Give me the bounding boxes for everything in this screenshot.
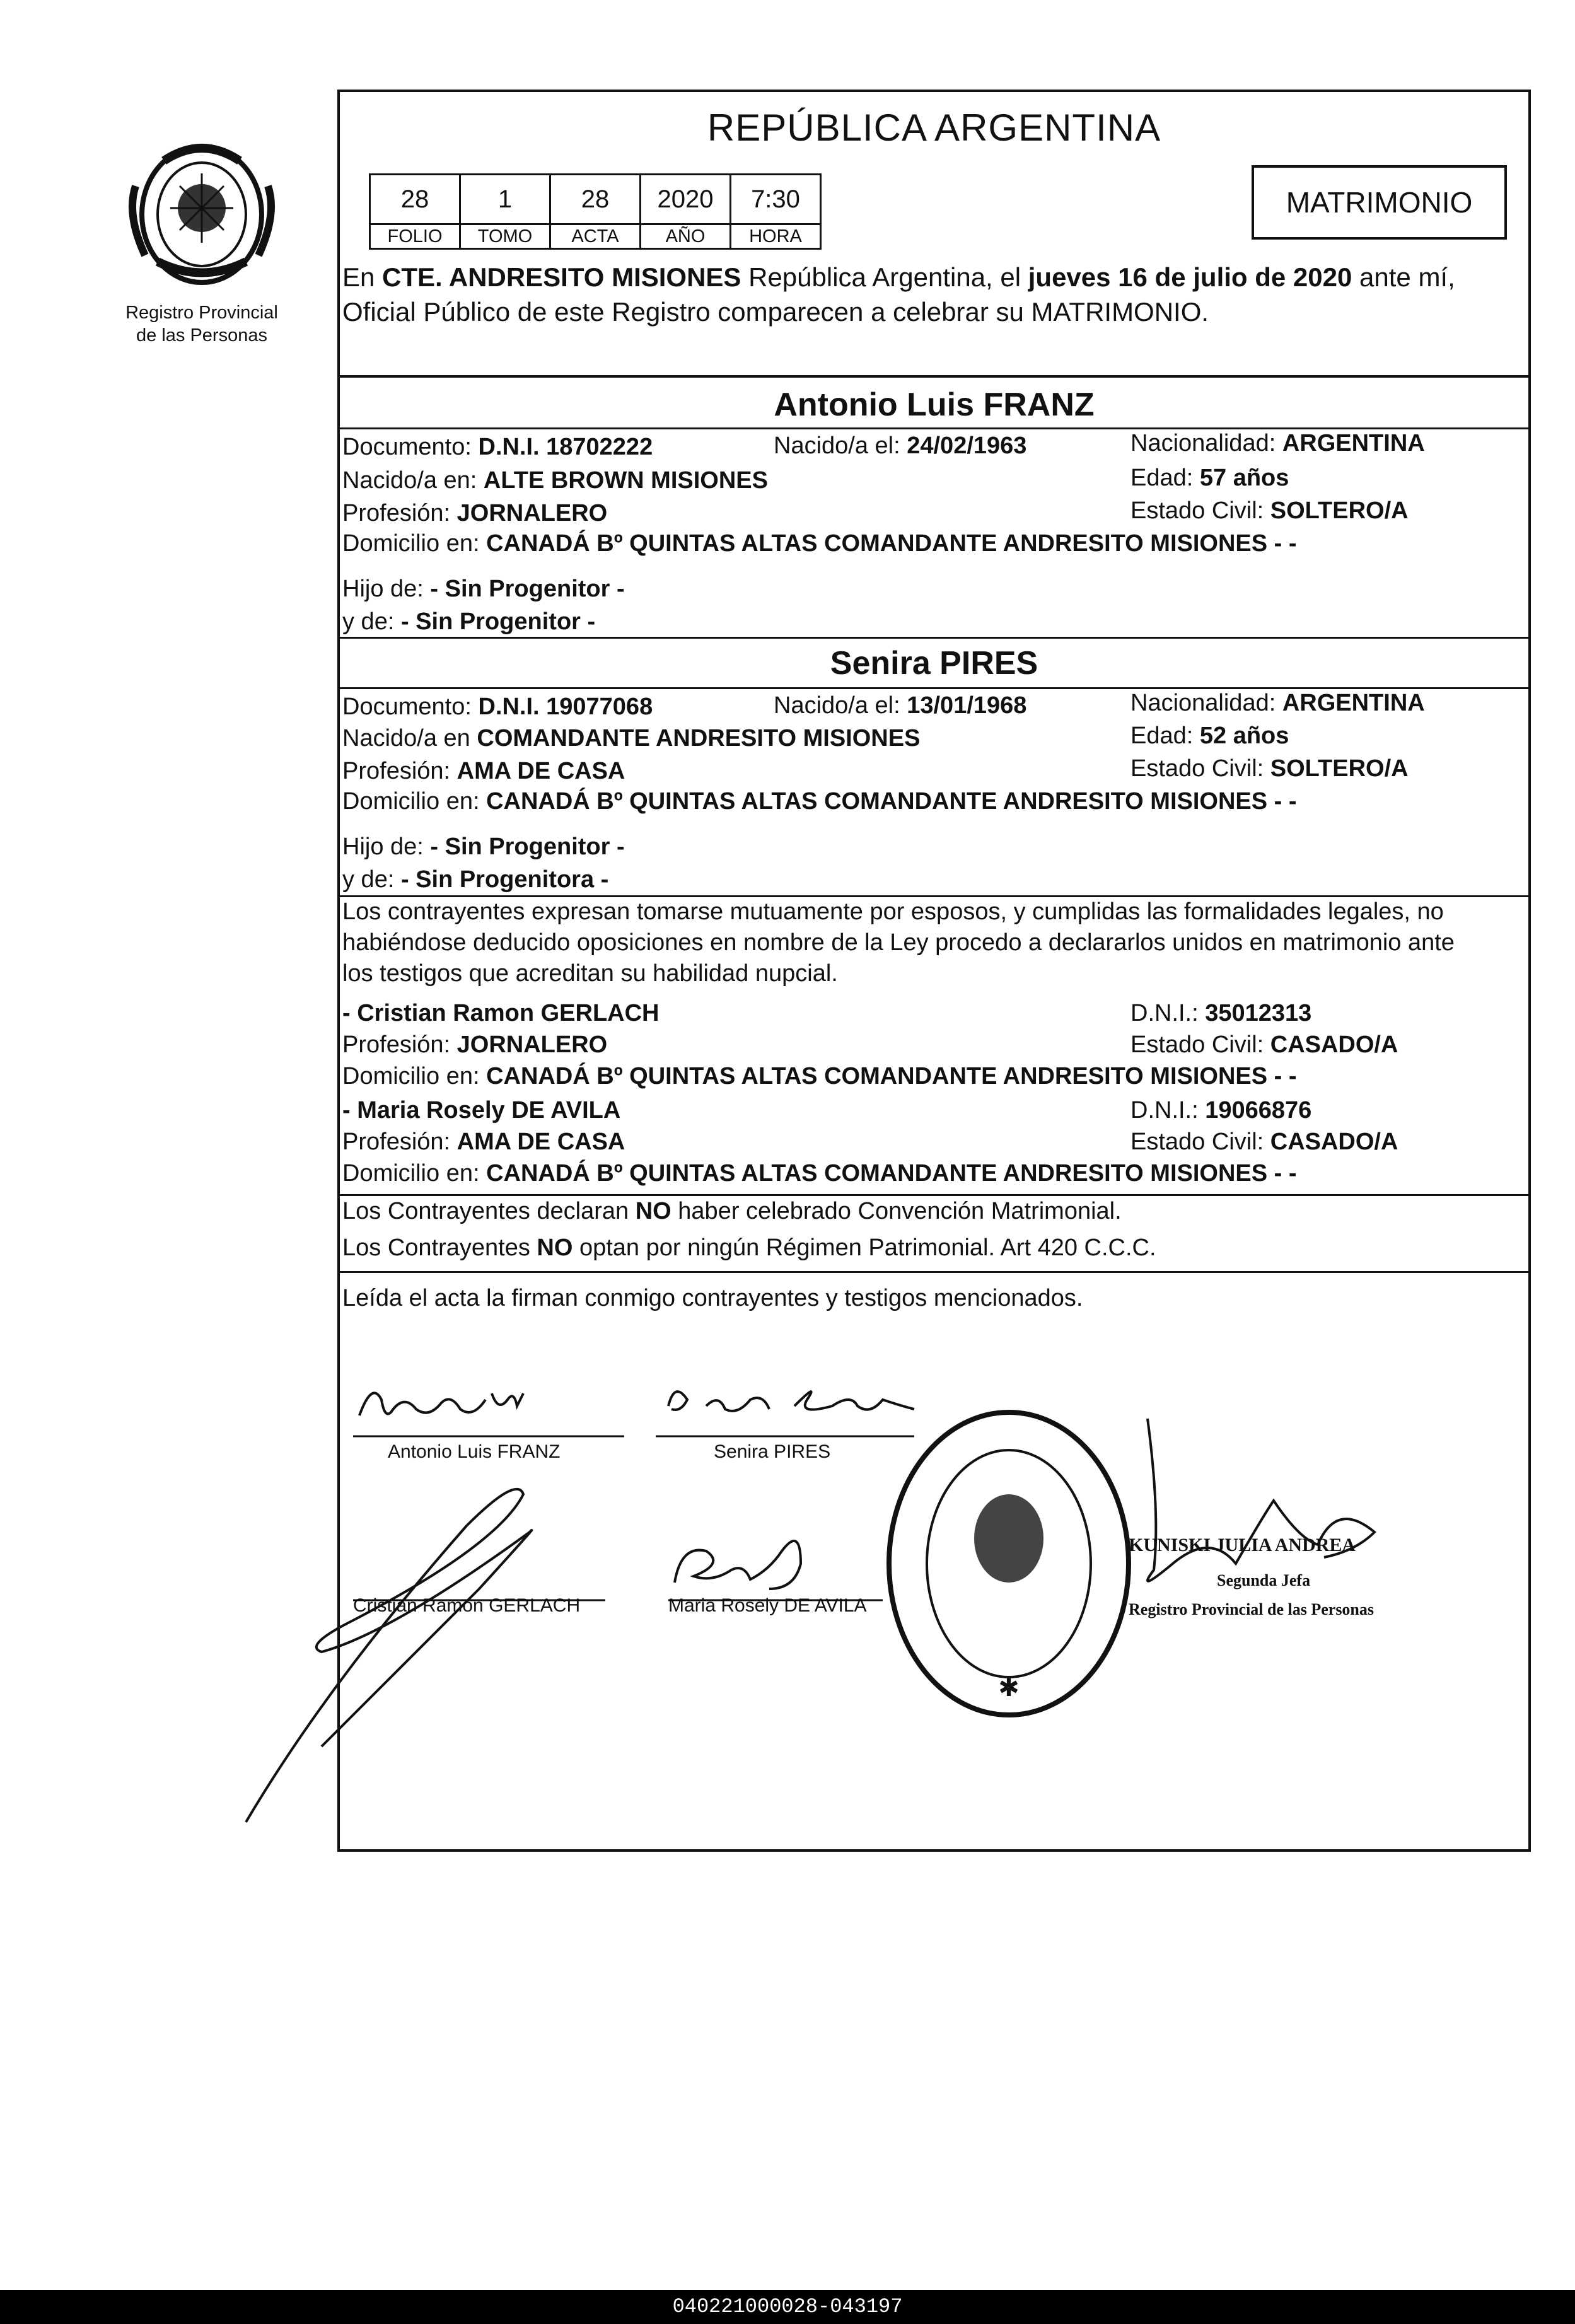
folio-label: FOLIO (370, 224, 460, 249)
spouse1-hijo-de: Hijo de: - Sin Progenitor - (342, 576, 625, 602)
witness2-name: - Maria Rosely DE AVILA (342, 1097, 621, 1124)
spouse2-name: Senira PIRES (830, 645, 1038, 682)
registry-name-line1: Registro Provincial (125, 303, 278, 323)
signature-label-senira: Senira PIRES (714, 1441, 831, 1462)
acta-value: 28 (550, 175, 641, 224)
spouse2-domicilio: Domicilio en: CANADÁ Bº QUINTAS ALTAS COMANDANTE ANDRESITO MISIONES - - (342, 788, 1297, 815)
hora-value: 7:30 (731, 175, 821, 224)
spouse1-nacido-en: Nacido/a en: ALTE BROWN MISIONES (342, 467, 768, 494)
official-name: KUNISKI JULIA ANDREA (1129, 1535, 1356, 1555)
document-barcode-number: 040221000028-043197 (0, 2290, 1575, 2324)
spouse1-estado-civil: Estado Civil: SOLTERO/A (1130, 497, 1409, 524)
spouse1-y-de: y de: - Sin Progenitor - (342, 608, 596, 635)
convention-line2: Los Contrayentes NO optan por ningún Régimen Patrimonial. Art 420 C.C.C. (342, 1235, 1156, 1261)
page-title: REPÚBLICA ARGENTINA (707, 107, 1161, 149)
divider (337, 375, 1531, 378)
spouse2-profesion: Profesión: AMA DE CASA (342, 758, 625, 784)
witness1-domicilio: Domicilio en: CANADÁ Bº QUINTAS ALTAS COMANDANTE ANDRESITO MISIONES - - (342, 1063, 1297, 1089)
spouse2-nacionalidad: Nacionalidad: ARGENTINA (1130, 690, 1425, 716)
signature-cristian (246, 1489, 532, 1822)
signature-label-cristian: Cristian Ramon GERLACH (353, 1595, 581, 1616)
witness1-name: - Cristian Ramon GERLACH (342, 1000, 660, 1026)
signature-senira (668, 1391, 914, 1411)
convention-line1: Los Contrayentes declaran NO haber celebrado Convención Matrimonial. (342, 1198, 1122, 1224)
spouse2-estado-civil: Estado Civil: SOLTERO/A (1130, 755, 1409, 782)
witness2-dni: D.N.I.: 19066876 (1130, 1097, 1312, 1124)
province-seal-logo (120, 136, 284, 293)
spouse2-nacido-el: Nacido/a el: 13/01/1968 (774, 692, 1027, 719)
signature-official (1148, 1419, 1374, 1581)
divider (337, 687, 1531, 689)
record-type-box: MATRIMONIO (1252, 165, 1507, 240)
folio-value: 28 (370, 175, 460, 224)
registry-name-line2: de las Personas (136, 325, 267, 346)
spouse2-documento: Documento: D.N.I. 19077068 (342, 694, 653, 720)
witness1-profesion: Profesión: JORNALERO (342, 1031, 608, 1058)
witness2-profesion: Profesión: AMA DE CASA (342, 1129, 625, 1155)
signature-maria (675, 1541, 801, 1589)
spouse1-nacionalidad: Nacionalidad: ARGENTINA (1130, 430, 1425, 456)
divider (337, 427, 1531, 429)
witness1-dni: D.N.I.: 35012313 (1130, 1000, 1312, 1026)
spouse2-hijo-de: Hijo de: - Sin Progenitor - (342, 834, 625, 860)
spouse1-edad: Edad: 57 años (1130, 465, 1289, 491)
spouse2-nacido-en: Nacido/a en COMANDANTE ANDRESITO MISIONES (342, 725, 921, 752)
divider (337, 1271, 1531, 1273)
spouse1-nacido-el: Nacido/a el: 24/02/1963 (774, 433, 1027, 459)
registry-name (95, 301, 309, 347)
spouse1-documento: Documento: D.N.I. 18702222 (342, 434, 653, 460)
ano-label: AÑO (641, 224, 731, 249)
spouse2-edad: Edad: 52 años (1130, 723, 1289, 749)
divider (337, 637, 1531, 639)
witness2-domicilio: Domicilio en: CANADÁ Bº QUINTAS ALTAS COMANDANTE ANDRESITO MISIONES - - (342, 1160, 1297, 1187)
intro-place: CTE. ANDRESITO MISIONES (382, 262, 741, 292)
official-org: Registro Provincial de las Personas (1129, 1600, 1374, 1618)
intro-paragraph: En CTE. ANDRESITO MISIONES República Argentina, el jueves 16 de julio de 2020 ante mí, Oficial Público de este Registro comparecen a celebrar su MATRIMONIO. (342, 262, 1455, 327)
spouse1-name: Antonio Luis FRANZ (774, 386, 1095, 423)
witness1-estado-civil: Estado Civil: CASADO/A (1130, 1031, 1398, 1058)
record-index-grid (369, 173, 822, 250)
spouse1-domicilio: Domicilio en: CANADÁ Bº QUINTAS ALTAS COMANDANTE ANDRESITO MISIONES - - (342, 530, 1297, 557)
witness2-estado-civil: Estado Civil: CASADO/A (1130, 1129, 1398, 1155)
closing-statement: Leída el acta la firman conmigo contrayentes y testigos mencionados. (342, 1285, 1083, 1311)
spouse1-profesion: Profesión: JORNALERO (342, 500, 608, 526)
divider (337, 1194, 1531, 1196)
declaration-paragraph: Los contrayentes expresan tomarse mutuamente por esposos, y cumplidas las formalidades legales, no habiéndose deducido oposiciones en nombre de la Ley procedo a declararlos unidos en matrimonio ante los testigos que acreditan su habilidad nupcial. (342, 898, 1455, 987)
signature-label-maria: Maria Rosely DE AVILA (668, 1595, 867, 1616)
tomo-value: 1 (460, 175, 550, 224)
signature-antonio (359, 1393, 523, 1415)
hora-label: HORA (731, 224, 821, 249)
svg-text:✱: ✱ (998, 1674, 1020, 1702)
signature-label-antonio: Antonio Luis FRANZ (388, 1441, 561, 1462)
ano-value: 2020 (641, 175, 731, 224)
acta-label: ACTA (550, 224, 641, 249)
spouse2-y-de: y de: - Sin Progenitora - (342, 866, 609, 893)
official-role: Segunda Jefa (1217, 1571, 1311, 1589)
tomo-label: TOMO (460, 224, 550, 249)
intro-date: jueves 16 de julio de 2020 (1028, 262, 1352, 292)
